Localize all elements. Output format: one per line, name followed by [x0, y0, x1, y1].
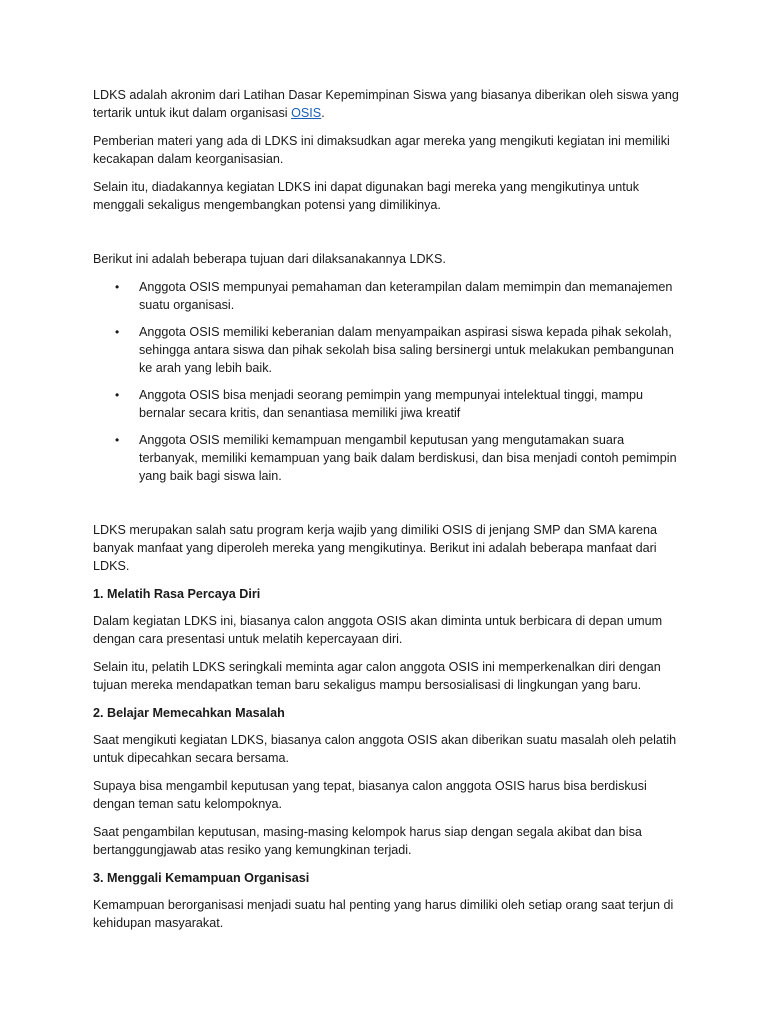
list-item-text: Anggota OSIS memiliki kemampuan mengambil keputusan yang mengutamakan suara terbanyak, memiliki kemampuan yang baik dalam berdiskusi, dan bisa menjadi contoh pemimpin yang baik bagi siswa lain. — [139, 433, 677, 483]
intro-paragraph-2: Pemberian materi yang ada di LDKS ini dimaksudkan agar mereka yang mengikuti kegiatan ini memiliki kecakapan dalam keorganisasian. — [93, 134, 670, 166]
list-item — [93, 323, 680, 377]
list-item — [93, 431, 680, 485]
list-item — [93, 278, 680, 314]
intro-paragraph-1 — [93, 86, 680, 122]
osis-link[interactable]: OSIS — [291, 106, 322, 120]
bullet-icon: • — [115, 433, 120, 447]
list-item-text: Anggota OSIS memiliki keberanian dalam menyampaikan aspirasi siswa kepada pihak sekolah, sehingga antara siswa dan pihak sekolah bisa saling bersinergi untuk melakukan pembangunan ke arah yang lebih baik. — [139, 325, 674, 375]
bullet-icon: • — [115, 388, 120, 402]
section-paragraph: Kemampuan berorganisasi menjadi suatu hal penting yang harus dimiliki oleh setiap orang saat terjun di kehidupan masyarakat. — [93, 898, 674, 930]
spacer — [93, 495, 680, 521]
intro-paragraph-3: Selain itu, diadakannya kegiatan LDKS ini dapat digunakan bagi mereka yang mengikutinya untuk menggali sekaligus mengembangkan potensi yang dimilikinya. — [93, 180, 640, 212]
intro-paragraph-1-end: . — [321, 106, 325, 120]
section-paragraph: Saat pengambilan keputusan, masing-masing kelompok harus siap dengan segala akibat dan bisa bertanggungjawab atas resiko yang kemungkinan terjadi. — [93, 825, 642, 857]
goals-list — [93, 278, 680, 485]
section-paragraph: Supaya bisa mengambil keputusan yang tepat, biasanya calon anggota OSIS harus bisa berdiskusi dengan teman satu kelompoknya. — [93, 779, 647, 811]
spacer — [93, 224, 680, 250]
bullet-icon: • — [115, 325, 120, 339]
section-heading-problem-solving: 2. Belajar Memecahkan Masalah — [93, 706, 285, 720]
benefits-intro: LDKS merupakan salah satu program kerja wajib yang dimiliki OSIS di jenjang SMP dan SMA karena banyak manfaat yang diperoleh mereka yang mengikutinya. Berikut ini adalah beberapa manfaat dari LDKS. — [93, 523, 657, 573]
section-paragraph: Saat mengikuti kegiatan LDKS, biasanya calon anggota OSIS akan diberikan suatu masalah oleh pelatih untuk dipecahkan secara bersama. — [93, 733, 677, 765]
section-heading-organization: 3. Menggali Kemampuan Organisasi — [93, 871, 310, 885]
intro-paragraph-1-text: LDKS adalah akronim dari Latihan Dasar Kepemimpinan Siswa yang biasanya diberikan oleh siswa yang tertarik untuk ikut dalam organisasi — [93, 88, 679, 120]
list-item — [93, 386, 680, 422]
section-paragraph: Dalam kegiatan LDKS ini, biasanya calon anggota OSIS akan diminta untuk berbicara di depan umum dengan cara presentasi untuk melatih kepercayaan diri. — [93, 614, 663, 646]
list-item-text: Anggota OSIS mempunyai pemahaman dan keterampilan dalam memimpin dan memanajemen suatu organisasi. — [139, 280, 673, 312]
bullet-icon: • — [115, 280, 120, 294]
section-heading-confidence: 1. Melatih Rasa Percaya Diri — [93, 587, 261, 601]
list-item-text: Anggota OSIS bisa menjadi seorang pemimpin yang mempunyai intelektual tinggi, mampu bernalar secara kritis, dan senantiasa memiliki jiwa kreatif — [139, 388, 644, 420]
section-paragraph: Selain itu, pelatih LDKS seringkali meminta agar calon anggota OSIS ini memperkenalkan diri dengan tujuan mereka mendapatkan teman baru sekaligus mampu bersosialisasi di lingkungan yang baru. — [93, 660, 661, 692]
goals-intro: Berikut ini adalah beberapa tujuan dari dilaksanakannya LDKS. — [93, 252, 446, 266]
